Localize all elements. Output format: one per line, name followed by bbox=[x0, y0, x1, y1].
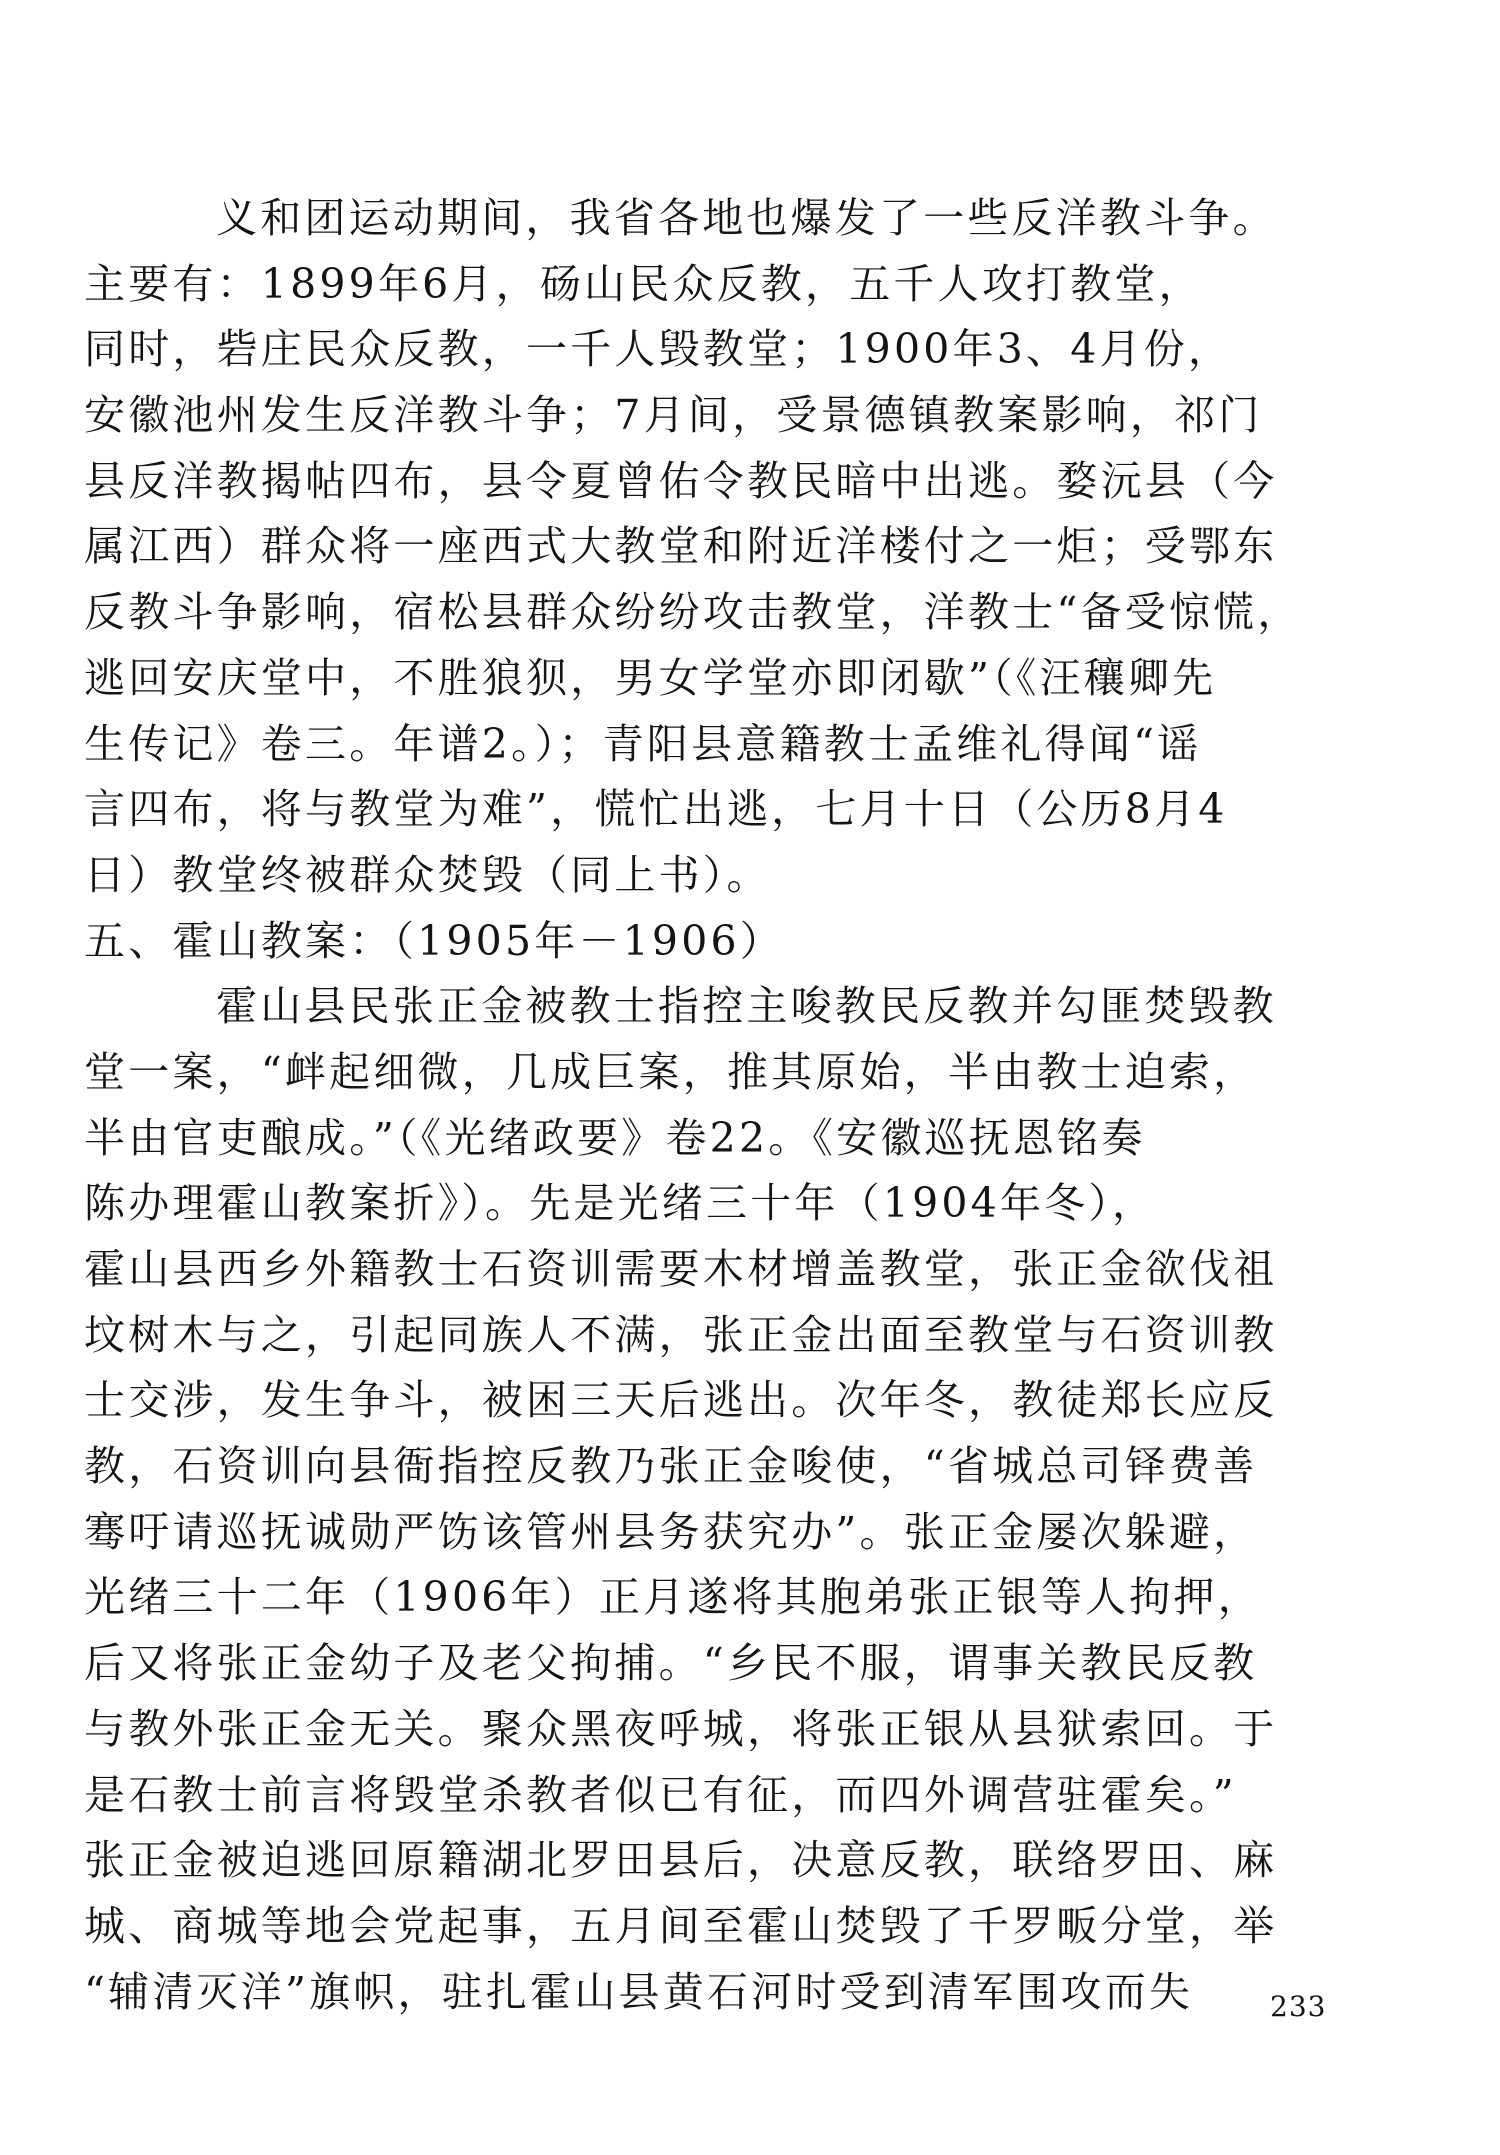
text-line: 生传记》卷三。年谱2。）；青阳县意籍教士孟维礼得闻“谣 bbox=[84, 719, 1202, 768]
text-line: 主要有：1899年6月，砀山民众反教，五千人攻打教堂， bbox=[84, 259, 1203, 308]
text-line: 日）教堂终被群众焚毁（同上书）。 bbox=[84, 850, 771, 899]
text-line: 光绪三十二年（1906年）正月遂将其胞弟张正银等人拘押， bbox=[84, 1573, 1262, 1622]
text-line: 霍山县民张正金被教士指控主唆教民反教并勾匪焚毁教 bbox=[216, 982, 1277, 1031]
section-heading: 五、霍山教案：（1905年－1906） bbox=[84, 916, 784, 965]
page-number: 233 bbox=[1270, 1990, 1327, 2023]
text-line: 霍山县西乡外籍教士石资训需要木材增盖教堂，张正金欲伐祖 bbox=[84, 1245, 1278, 1293]
text-line: 城、商城等地会党起事，五月间至霍山焚毁了千罗畈分堂，举 bbox=[84, 1901, 1278, 1950]
text-line: 士交涉，发生争斗，被困三天后逃出。次年冬，教徒郑长应反 bbox=[84, 1376, 1278, 1425]
text-line: “辅清灭洋”旗帜，驻扎霍山县黄石河时受到清军围攻而失 bbox=[84, 1967, 1194, 2016]
text-line: 逃回安庆堂中，不胜狼狈，男女学堂亦即闭歇”（《汪穰卿先 bbox=[84, 653, 1217, 702]
text-line: 陈办理霍山教案折》）。先是光绪三十年（1904年冬）， bbox=[84, 1179, 1157, 1228]
text-line: 属江西）群众将一座西式大教堂和附近洋楼付之一炬；受鄂东 bbox=[84, 522, 1278, 571]
text-line: 半由官吏酿成。”（《光绪政要》卷22。《安徽巡抚恩铭奏 bbox=[84, 1113, 1146, 1162]
text-line: 与教外张正金无关。聚众黑夜呼城，将张正银从县狱索回。于 bbox=[84, 1704, 1278, 1753]
text-line: 义和团运动期间，我省各地也爆发了一些反洋教斗争。 bbox=[216, 194, 1277, 242]
text-line: 言四布，将与教堂为难”，慌忙出逃，七月十日（公历8月4 bbox=[84, 785, 1228, 834]
text-line: 教，石资训向县衙指控反教乃张正金唆使，“省城总司铎费善 bbox=[84, 1442, 1258, 1491]
text-line: 同时，砦庄民众反教，一千人毁教堂；1900年3、4月份， bbox=[84, 325, 1233, 374]
text-line: 反教斗争影响，宿松县群众纷纷攻击教堂，洋教士“备受惊慌， bbox=[84, 588, 1302, 637]
text-line: 坟树木与之，引起同族人不满，张正金出面至教堂与石资训教 bbox=[84, 1310, 1278, 1359]
text-line: 后又将张正金幼子及老父拘捕。“乡民不服，谓事关教民反教 bbox=[84, 1639, 1258, 1688]
text-line: 安徽池州发生反洋教斗争；7月间，受景德镇教案影响，祁门 bbox=[84, 391, 1263, 440]
text-line: 堂一案，“衅起细微，几成巨案，推其原始，半由教士迫索， bbox=[84, 1047, 1258, 1096]
text-line: 县反洋教揭帖四布，县令夏曾佑令教民暗中出逃。婺沅县（今 bbox=[84, 456, 1278, 505]
text-line: 张正金被迫逃回原籍湖北罗田县后，决意反教，联络罗田、麻 bbox=[84, 1836, 1278, 1885]
body-text bbox=[84, 186, 1424, 2025]
text-line: 骞吁请巡抚诚勋严饬该管州县务获究办”。张正金屡次躲避， bbox=[84, 1507, 1258, 1556]
text-line: 是石教士前言将毁堂杀教者似已有征，而四外调营驻霍矣。” bbox=[84, 1770, 1237, 1819]
